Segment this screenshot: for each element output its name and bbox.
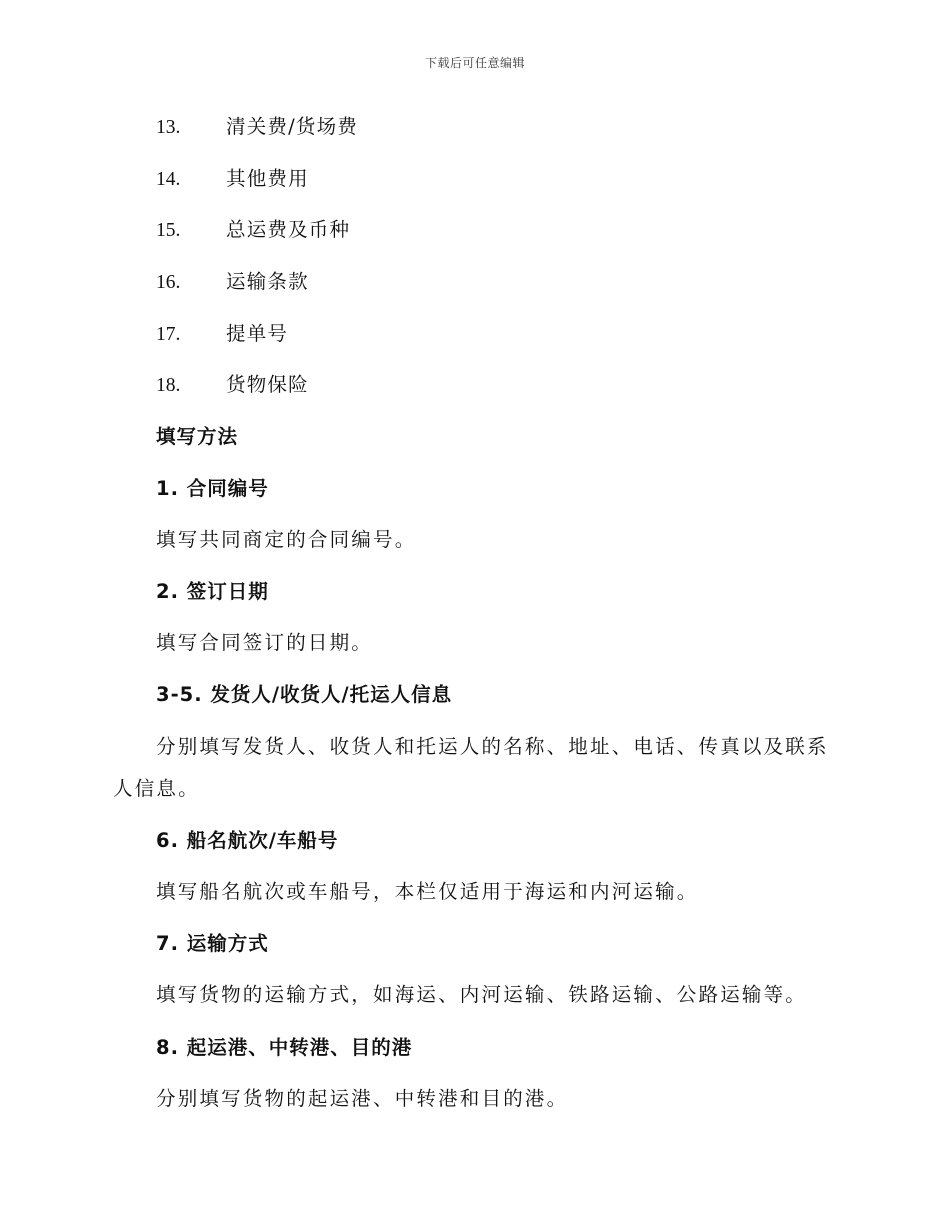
list-item-label: 其他费用 (226, 167, 309, 190)
entry-heading: 7. 运输方式 (156, 932, 269, 955)
list-item-number: 13. (156, 117, 181, 138)
entry-heading: 2. 签订日期 (156, 580, 269, 603)
list-item (156, 321, 288, 348)
entry-text: 填写共同商定的合同编号。 (156, 528, 417, 551)
entry-text: 分别填写发货人、收货人和托运人的名称、地址、电话、传真以及联系人信息。 (113, 735, 829, 800)
entry-heading: 3-5. 发货人/收货人/托运人信息 (156, 683, 453, 706)
list-item-number: 15. (156, 220, 181, 241)
list-item-number: 14. (156, 169, 181, 190)
entry-text: 填写货物的运输方式，如海运、内河运输、铁路运输、公路运输等。 (156, 983, 808, 1006)
list-item-number: 17. (156, 324, 181, 345)
entry-text: 填写船名航次或车船号，本栏仅适用于海运和内河运输。 (156, 880, 699, 903)
list-item (156, 372, 309, 399)
list-item-number: 18. (156, 375, 181, 396)
list-item-number: 16. (156, 272, 181, 293)
entry-text: 填写合同签订的日期。 (156, 631, 374, 654)
entry-heading: 8. 起运港、中转港、目的港 (156, 1036, 413, 1059)
list-item (156, 114, 358, 141)
entry-text: 分别填写货物的起运港、中转港和目的港。 (156, 1087, 569, 1110)
list-item (156, 166, 309, 193)
list-item (156, 269, 309, 296)
section-title: 填写方法 (156, 425, 239, 448)
entry-heading: 1. 合同编号 (156, 477, 269, 500)
header-note: 下载后可任意编辑 (424, 56, 525, 70)
list-item-label: 货物保险 (226, 373, 309, 396)
list-item-label: 总运费及币种 (226, 218, 351, 241)
list-item (156, 217, 350, 244)
list-item-label: 提单号 (226, 322, 289, 345)
list-item-label: 运输条款 (226, 270, 309, 293)
list-item-label: 清关费/货场费 (226, 115, 358, 138)
entry-heading: 6. 船名航次/车船号 (156, 829, 339, 852)
